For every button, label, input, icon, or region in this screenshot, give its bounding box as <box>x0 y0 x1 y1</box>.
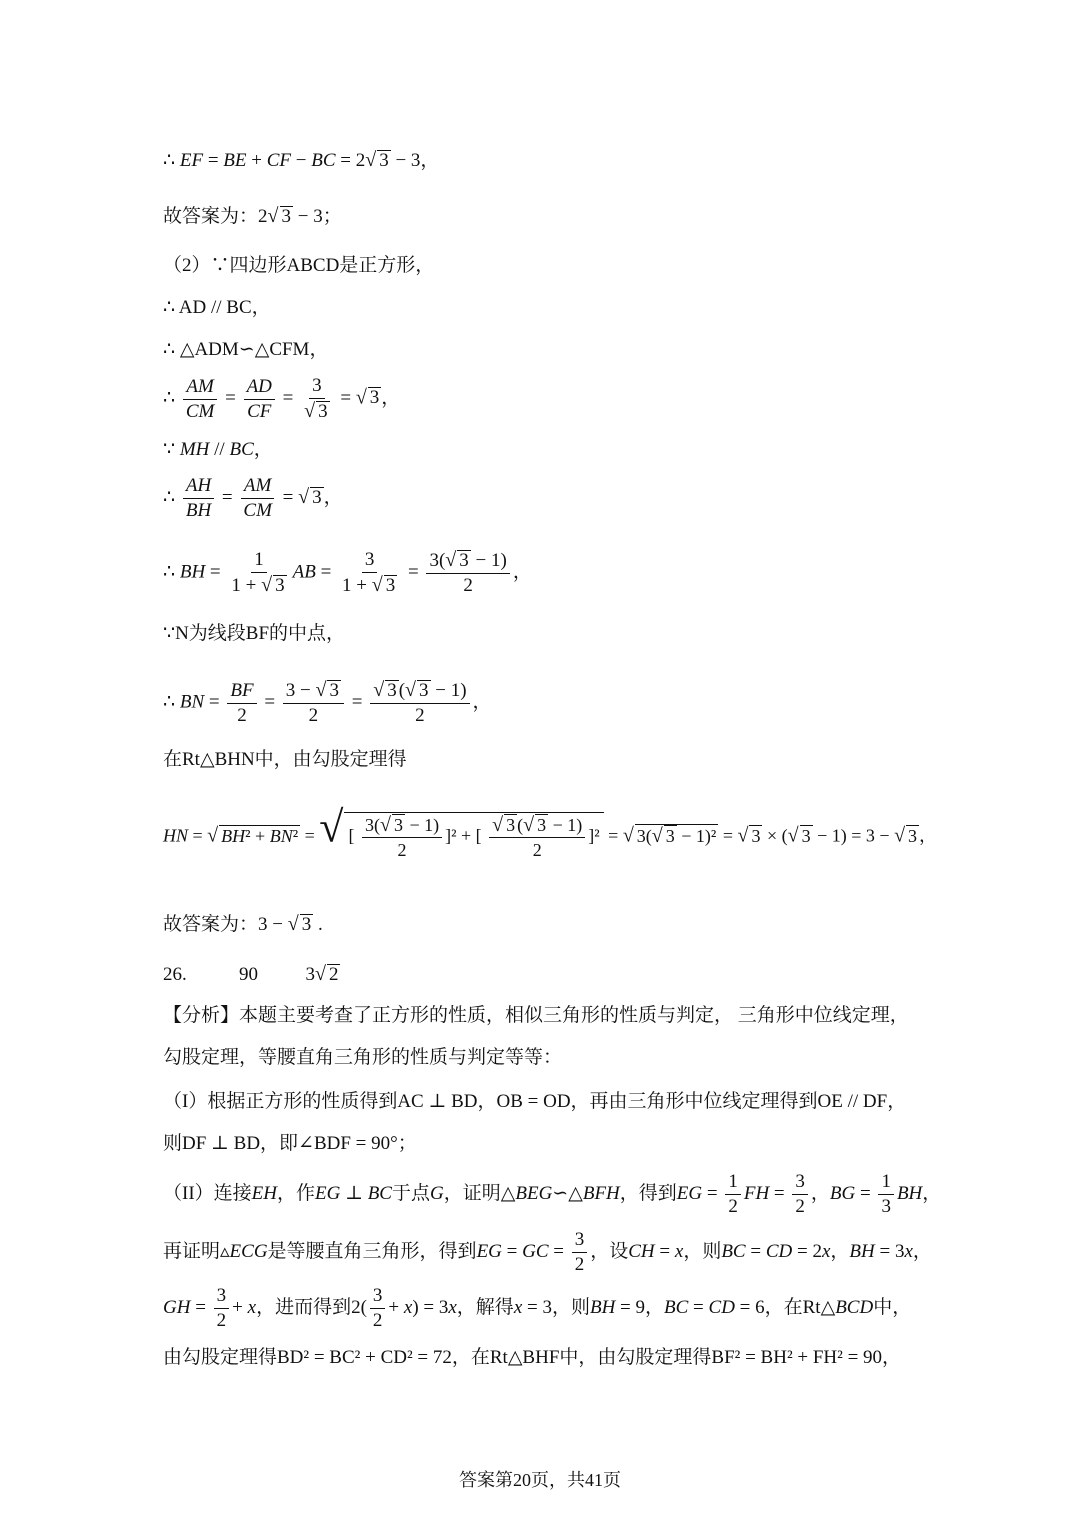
line-ah-bh: ∴ $\frac{AH}{BH}$ = $\frac{AM}{CM}$ = √ 3 ， <box>163 475 343 521</box>
page-footer: 答案第20页，共41页 <box>459 1470 621 1490</box>
line-bh: ∴ BH = $\frac{1}{1 + √ 3}$ AB = $\frac{3}{1 + √ 3}$ = $\frac{3(√ 3 - 1)}{2}$ ， <box>163 549 532 596</box>
line-n-midpoint: ∵N为线段BF的中点， <box>163 623 346 644</box>
analysis-part-1: （I）根据正方形的性质得到AC ⊥ BD，OB = OD，再由三角形中位线定理得到OE // DF， <box>163 1091 907 1112</box>
analysis-part-2-cont: 再证明▵ECG是等腰直角三角形，得到EG = GC = $\frac{3}{2}$ ，设CH = x，则BC = CD = 2x，BH = 3x， <box>163 1229 932 1275</box>
line-ef: ∴ EF = BE + CF − BC = 2√ 3 − 3， <box>163 149 440 171</box>
line-bn: ∴ BN = $\frac{BF}{2}$ = $\frac{3 - √ 3}{2}$ = $\frac{√ 3 (√ 3 - 1)}{2}$ ， <box>163 679 492 726</box>
line-pythag-intro: 在Rt△BHN中，由勾股定理得 <box>163 749 407 770</box>
analysis-part-2: （II）连接EH，作EG ⊥ BC于点G，证明△BEG∽△BFH，得到EG = $\frac{1}{2}$ FH = $\frac{3}{2}$ ，BG = $\frac{1}{3}$ BH， <box>163 1171 942 1217</box>
line-mh-bc: ∵ MH // BC， <box>163 439 273 460</box>
part-2-start: （2）∵四边形ABCD是正方形， <box>163 255 435 276</box>
analysis-part-1-cont: 则DF ⊥ BD，即∠BDF = 90°； <box>163 1133 417 1154</box>
line-am-cm: ∴ $\frac{AM}{CM}$ = $\frac{AD}{CF}$ = $\frac{3}{√ 3}$ = √ 3 ， <box>163 375 401 422</box>
analysis-part-2-solve: GH = $\frac{3}{2}$ + x，进而得到2( $\frac{3}{2}$ + x) = 3x，解得x = 3，则BH = 9，BC = CD = 6，在Rt△BCD中， <box>163 1285 912 1331</box>
answer-2: 故答案为：3 − √ 3 . <box>163 913 323 935</box>
line-similar: ∴ △ADM∽△CFM， <box>163 339 329 360</box>
question-26-answers: 26. 90 3√ 2 <box>163 963 339 985</box>
analysis-topics: 勾股定理，等腰直角三角形的性质与判定等等： <box>163 1047 563 1068</box>
answer-1: 故答案为：2√ 3 − 3； <box>163 205 342 227</box>
line-hn: HN = √ BH² + BN² = √ [ $\frac{3(√ 3 - 1)}{2}$ ]² + [ $\frac{√ 3 (√ 3 - 1)}{2}$ ]² = √ 3(√ 3 − 1)² = √ 3 × (√ 3 − 1) = 3 − √ 3 ， <box>163 802 938 860</box>
analysis-part-2-end: 由勾股定理得BD² = BC² + CD² = 72，在Rt△BHF中，由勾股定理得BF² = BH² + FH² = 90， <box>163 1347 902 1368</box>
line-ad-bc: ∴ AD // BC， <box>163 297 271 318</box>
analysis-intro: 【分析】本题主要考查了正方形的性质，相似三角形的性质与判定， 三角形中位线定理， <box>163 1005 909 1026</box>
